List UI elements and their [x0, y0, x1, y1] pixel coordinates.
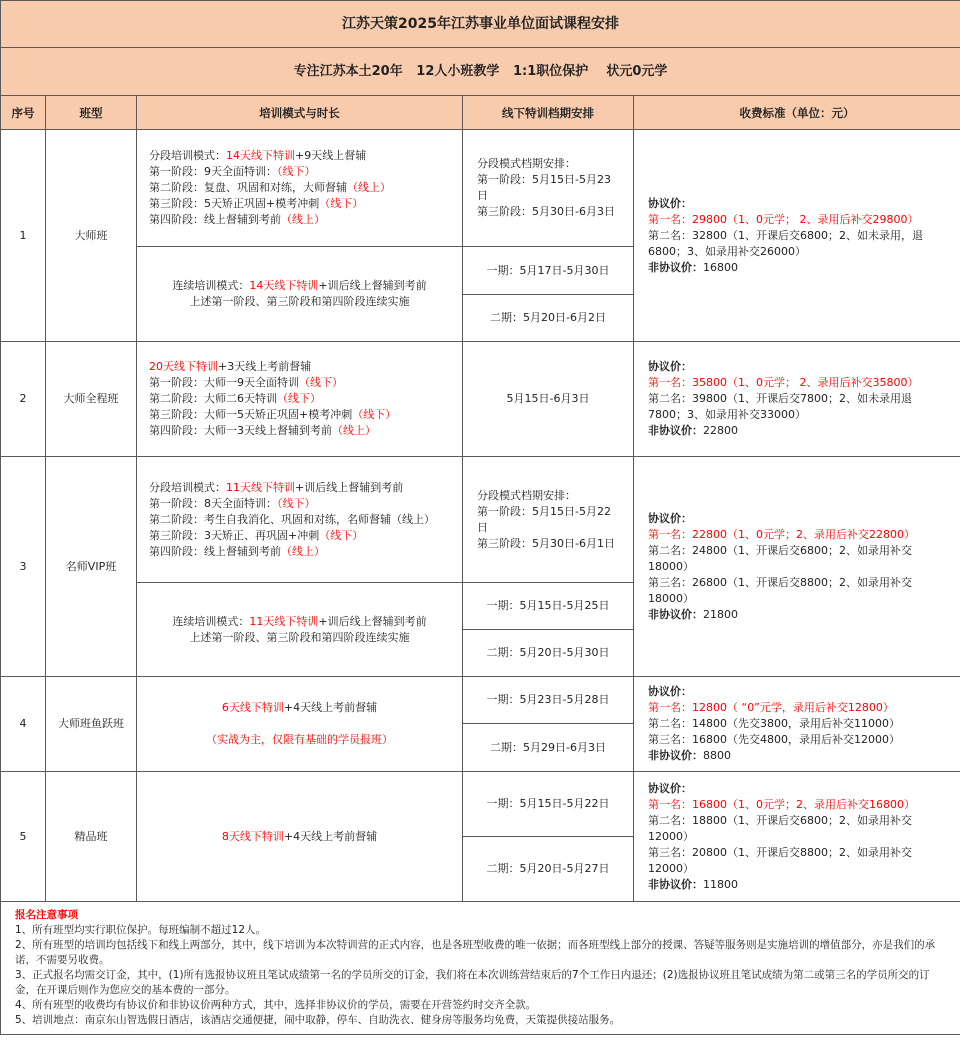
offline-days: 14天线下特训 [226, 149, 295, 162]
fee-cell [634, 130, 960, 342]
row-number: 4 [1, 677, 46, 772]
online-days: +4天线上考前督辅 [283, 829, 378, 843]
nonagree-value: 8800 [703, 749, 731, 762]
stage-text: 第四阶段：线上督辅到考前 [149, 213, 281, 226]
class-name: 精品班 [46, 772, 137, 902]
segmented-mode-cell [137, 130, 463, 247]
fee-third: 第三名：16800（先交4800，录用后补交12000） [648, 733, 900, 746]
table-row [1, 772, 960, 837]
fee-third: 第三名：26800（1、开课后交8800；2、如录用补交18000） [648, 575, 912, 605]
offline-days: 20天线下特训 [149, 360, 218, 373]
continuous-mode-cell [137, 583, 463, 677]
class-name: 名师VIP班 [46, 457, 137, 677]
nonagree-label: 非协议价： [648, 877, 703, 891]
row-number: 5 [1, 772, 46, 902]
mode-cell [137, 772, 463, 902]
segmented-schedule-cell [463, 457, 634, 583]
nonagree-value: 11800 [703, 877, 738, 891]
period-cell: 二期：5月20日-5月27日 [463, 837, 634, 902]
stage-tag: （线下） [319, 197, 364, 210]
nonagree-label: 非协议价： [648, 749, 703, 762]
period-cell: 二期：5月29日-6月3日 [463, 724, 634, 772]
fee-second: 第二名：32800（1、开课后交6800；2、如未录用，退6800；3、如录用补交26000） [648, 228, 923, 258]
table-row [1, 457, 960, 583]
header-no: 序号 [1, 96, 46, 130]
note-item: 1、所有班型均实行职位保护。每班编制不超过12人。 [15, 924, 267, 936]
online-days: +9天线上督辅 [295, 149, 367, 162]
nonagree-value: 22800 [703, 424, 738, 437]
mode-cell [137, 342, 463, 457]
header-schedule: 线下特训档期安排 [463, 96, 634, 130]
fee-third: 第三名：20800（1、开课后交8800；2、如录用补交12000） [648, 845, 912, 875]
mode-note: 上述第一阶段、第三阶段和第四阶段连续实施 [189, 295, 410, 308]
schedule-line: 第三阶段：5月30日-6月1日 [477, 536, 615, 550]
schedule-line: 分段模式档期安排： [477, 488, 576, 502]
offline-days: 6天线下特训 [221, 701, 284, 714]
mode-label: 连续培训模式： [172, 614, 250, 628]
nonagree-value: 21800 [703, 607, 738, 621]
notes-title: 报名注意事项 [15, 909, 78, 921]
registration-notes [1, 902, 960, 1035]
fee-first: 第一名：29800（1、0元学； 2、录用后补交29800） [648, 212, 919, 226]
online-days: +训后线上督辅到考前 [318, 614, 427, 628]
nonagree-label: 非协议价： [648, 424, 703, 437]
offline-days: 11天线下特训 [249, 614, 319, 628]
continuous-mode-cell [137, 247, 463, 342]
page-subtitle: 专注江苏本土20年 12人小班教学 1:1职位保护 状元0元学 [1, 48, 960, 96]
fee-cell [634, 772, 960, 902]
stage-text: 第四阶段：线上督辅到考前 [149, 544, 281, 558]
fee-label: 协议价： [648, 196, 692, 210]
online-days: +训后线上督辅到考前 [295, 480, 404, 494]
stage-text: 第二阶段：考生自我消化、巩固和对练，名师督辅（线上） [149, 512, 435, 526]
stage-tag: （线下） [277, 496, 316, 510]
mode-cell [137, 677, 463, 772]
offline-days: 8天线下特训 [221, 829, 284, 843]
stage-text: 第四阶段：大师一3天线上督辅到考前 [149, 424, 332, 437]
table-row [1, 677, 960, 724]
table-row [1, 130, 960, 247]
class-name: 大师全程班 [46, 342, 137, 457]
stage-text: 第一阶段：9天全面特训： [149, 165, 277, 178]
offline-days: 11天线下特训 [226, 480, 295, 494]
nonagree-label: 非协议价： [648, 260, 703, 274]
fee-second: 第二名：14800（先交3800，录用后补交11000） [648, 717, 900, 730]
fee-first: 第一名：12800（ “0”元学，录用后补交12800） [648, 701, 894, 714]
fee-first: 第一名：16800（1、0元学；2、录用后补交16800） [648, 797, 915, 811]
fee-cell [634, 457, 960, 677]
fee-label: 协议价： [648, 511, 692, 525]
mode-note: 上述第一阶段、第三阶段和第四阶段连续实施 [189, 630, 410, 644]
stage-tag: （线上） [281, 213, 325, 226]
period-cell: 二期：5月20日-6月2日 [463, 295, 634, 342]
stage-tag: （线下） [352, 408, 397, 421]
fee-first: 第一名：35800（1、0元学； 2、录用后补交35800） [648, 376, 919, 389]
mode-note: （实战为主，仅限有基础的学员报班） [206, 733, 393, 746]
stage-text: 第二阶段：复盘、巩固和对练，大师督辅 [149, 181, 347, 194]
note-item: 5、培训地点：南京东山智选假日酒店，该酒店交通便捷，闹中取静，停车、自助洗衣、健身房等服务均免费，天策提供接站服务。 [15, 1014, 621, 1026]
fee-cell [634, 677, 960, 772]
fee-first: 第一名：22800（1、0元学；2、录用后补交22800） [648, 527, 915, 541]
stage-text: 第三阶段：大师一5天矫正巩固+模考冲刺 [149, 408, 353, 421]
stage-text: 第一阶段：大师一9天全面特训 [149, 376, 299, 389]
schedule-line: 第一阶段：5月15日-5月23日 [477, 173, 611, 202]
stage-tag: （线上） [332, 424, 376, 437]
stage-text: 第一阶段：8天全面特训： [149, 496, 277, 510]
schedule-line: 第一阶段：5月15日-5月22日 [477, 504, 611, 534]
period-cell: 一期：5月15日-5月22日 [463, 772, 634, 837]
stage-tag: （线下） [299, 376, 343, 389]
page-title: 江苏天策2025年江苏事业单位面试课程安排 [1, 1, 960, 48]
nonagree-value: 16800 [703, 260, 738, 274]
fee-label: 协议价： [648, 360, 692, 373]
fee-second: 第二名：24800（1、开课后交6800；2、如录用补交18000） [648, 543, 912, 573]
row-number: 1 [1, 130, 46, 342]
stage-text: 第三阶段：3天矫正、再巩固+冲刺 [149, 528, 320, 542]
nonagree-label: 非协议价： [648, 607, 703, 621]
note-item: 2、所有班型的培训均包括线下和线上两部分，其中，线下培训为本次特训营的正式内容，也是各班型收费的唯一依据；而各班型线上部分的授课、答疑等服务则是实施培训的增值部分，亦是我们的承诺，不需要另收费。 [15, 939, 936, 966]
fee-second: 第二名：18800（1、开课后交6800；2、如录用补交12000） [648, 813, 912, 843]
row-number: 3 [1, 457, 46, 677]
period-cell: 一期：5月17日-5月30日 [463, 247, 634, 295]
header-mode: 培训模式与时长 [137, 96, 463, 130]
stage-tag: （线下） [277, 165, 316, 178]
class-name: 大师班鱼跃班 [46, 677, 137, 772]
table-row [1, 342, 960, 457]
online-days: +4天线上考前督辅 [283, 701, 378, 714]
stage-tag: （线下） [319, 528, 364, 542]
stage-tag: （线下） [277, 392, 321, 405]
header-class: 班型 [46, 96, 137, 130]
segmented-schedule-cell [463, 130, 634, 247]
segmented-mode-cell [137, 457, 463, 583]
fee-cell [634, 342, 960, 457]
stage-text: 第三阶段：5天矫正巩固+模考冲刺 [149, 197, 320, 210]
schedule-line: 第三阶段：5月30日-6月3日 [477, 205, 615, 218]
stage-text: 第二阶段：大师二6天特训 [149, 392, 277, 405]
stage-tag: （线上） [281, 544, 325, 558]
online-days: +训后线上督辅到考前 [318, 279, 427, 292]
note-item: 3、正式报名均需交订金，其中，(1)所有选报协议班且笔试成绩第一名的学员所交的订金，我们将在本次训练营结束后的7个工作日内退还；(2)选报协议班且笔试成绩为第二或第三名的学员所交的订金，在开课后则作为您应交的基本费的一部分。 [15, 969, 930, 996]
schedule-line: 分段模式档期安排： [477, 157, 576, 170]
fee-label: 协议价： [648, 685, 692, 698]
fee-label: 协议价： [648, 781, 692, 795]
period-cell: 二期：5月20日-5月30日 [463, 630, 634, 677]
stage-tag: （线上） [347, 181, 391, 194]
row-number: 2 [1, 342, 46, 457]
offline-days: 14天线下特训 [249, 279, 319, 292]
mode-label: 分段培训模式： [149, 480, 226, 494]
class-name: 大师班 [46, 130, 137, 342]
fee-second: 第二名：39800（1、开课后交7800；2、如未录用退7800；3、如录用补交33000） [648, 392, 912, 421]
period-cell: 一期：5月15日-5月25日 [463, 583, 634, 630]
mode-label: 分段培训模式： [149, 149, 226, 162]
mode-label: 连续培训模式： [172, 279, 250, 292]
period-cell: 5月15日-6月3日 [463, 342, 634, 457]
online-days: +3天线上考前督辅 [218, 360, 312, 373]
period-cell: 一期：5月23日-5月28日 [463, 677, 634, 724]
note-item: 4、所有班型的收费均有协议价和非协议价两种方式，其中，选择非协议价的学员，需要在开营签约时交齐全款。 [15, 999, 537, 1011]
header-fee: 收费标准（单位：元） [634, 96, 960, 130]
